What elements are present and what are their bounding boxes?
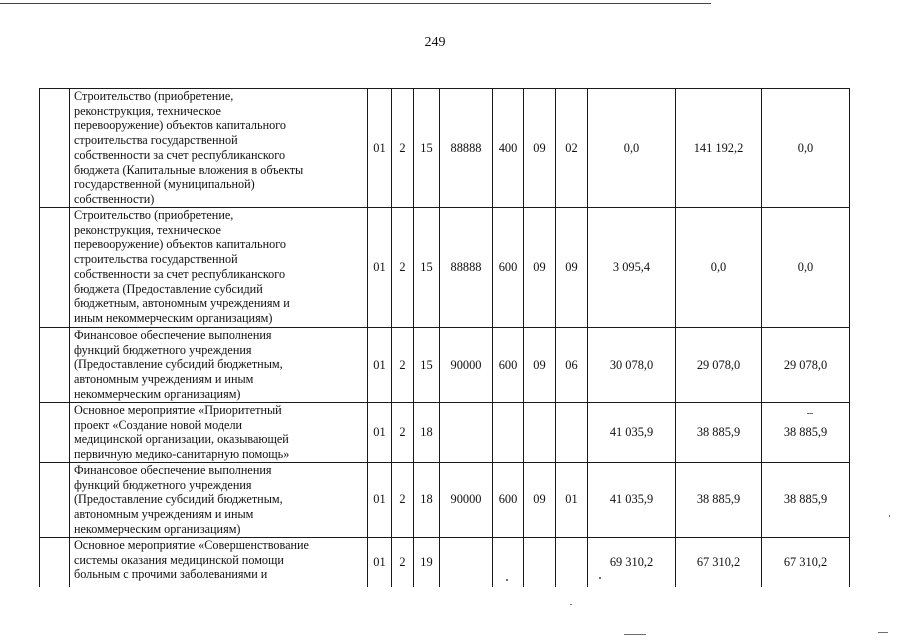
row-code-4: 90000 (440, 328, 493, 403)
table-row (40, 462, 850, 537)
row-amount-1: 0,0 (588, 89, 676, 208)
scan-mark (807, 413, 813, 414)
description-line: (Предоставление субсидий бюджетным, (74, 492, 283, 507)
row-code-5: 600 (493, 328, 524, 403)
description-line: Строительство (приобретение, (74, 89, 234, 103)
description-line: бюджетным, автономным учреждениям и (74, 296, 290, 311)
row-code-2: 2 (392, 462, 414, 537)
row-blank-cell (40, 403, 70, 463)
row-code-1: 01 (368, 208, 392, 328)
description-line: медицинской организации, оказывающей (74, 432, 289, 447)
description-line: собственности за счет республиканского (74, 147, 286, 162)
row-code-7 (556, 537, 588, 587)
row-amount-3: 38 885,9 (762, 462, 850, 537)
scan-mark (506, 579, 508, 581)
row-blank-cell (40, 537, 70, 587)
row-code-5: 600 (493, 208, 524, 328)
description-line: Строительство (приобретение, (74, 208, 234, 222)
table-body (40, 89, 850, 588)
row-amount-3: 29 078,0 (762, 328, 850, 403)
description-line: бюджета (Предоставление субсидий (74, 281, 263, 296)
row-amount-2: 67 310,2 (676, 537, 762, 587)
row-description (70, 208, 368, 328)
page-number: 249 (424, 35, 446, 50)
row-code-2: 2 (392, 208, 414, 328)
scan-mark (599, 577, 601, 579)
row-blank-cell (40, 328, 70, 403)
description-line: перевооружение) объектов капитального (74, 118, 286, 133)
row-code-7: 09 (556, 208, 588, 328)
row-code-6: 09 (524, 89, 556, 208)
row-code-4: 88888 (440, 89, 493, 208)
row-amount-1: 69 310,2 (588, 537, 676, 587)
row-amount-3: 0,0 (762, 89, 850, 208)
description-line: некоммерческим организациям) (74, 521, 241, 536)
row-code-3: 15 (414, 89, 440, 208)
description-line: некоммерческим организациям) (74, 386, 241, 401)
description-line: строительства государственной (74, 133, 238, 148)
row-description (70, 328, 368, 403)
row-code-2: 2 (392, 89, 414, 208)
row-amount-3: 0,0 (762, 208, 850, 328)
row-amount-1: 3 095,4 (588, 208, 676, 328)
scan-mark (878, 632, 888, 633)
row-code-7: 01 (556, 462, 588, 537)
row-code-3: 18 (414, 403, 440, 463)
row-code-4 (440, 537, 493, 587)
row-description (70, 537, 368, 587)
scan-mark (570, 604, 572, 605)
row-code-4: 88888 (440, 208, 493, 328)
row-code-7: 06 (556, 328, 588, 403)
description-line: больным с прочими заболеваниями и (74, 567, 268, 582)
row-code-2: 2 (392, 403, 414, 463)
row-blank-cell (40, 462, 70, 537)
row-amount-1: 41 035,9 (588, 403, 676, 463)
row-code-3: 18 (414, 462, 440, 537)
row-code-5: 400 (493, 89, 524, 208)
row-code-1: 01 (368, 537, 392, 587)
row-blank-cell (40, 89, 70, 208)
row-amount-2: 0,0 (676, 208, 762, 328)
row-code-3: 15 (414, 208, 440, 328)
description-line: (Предоставление субсидий бюджетным, (74, 357, 283, 372)
description-line: автономным учреждениям и иным (74, 506, 254, 521)
table-row (40, 208, 850, 328)
table-row (40, 403, 850, 463)
row-amount-3: 38 885,9 (762, 403, 850, 463)
row-amount-1: 41 035,9 (588, 462, 676, 537)
table-row (40, 537, 850, 587)
description-line: собственности за счет республиканского (74, 266, 286, 281)
budget-table (39, 88, 850, 587)
row-code-7: 02 (556, 89, 588, 208)
scan-mark (624, 634, 646, 635)
description-line: первичную медико-санитарную помощь» (74, 447, 290, 462)
row-amount-2: 38 885,9 (676, 462, 762, 537)
description-line: функций бюджетного учреждения (74, 477, 252, 492)
row-code-6: 09 (524, 208, 556, 328)
row-code-4 (440, 403, 493, 463)
table-row (40, 89, 850, 208)
row-code-6 (524, 403, 556, 463)
description-line: перевооружение) объектов капитального (74, 237, 286, 252)
description-line: реконструкция, техническое (74, 103, 221, 118)
row-code-5 (493, 537, 524, 587)
row-code-6: 09 (524, 328, 556, 403)
scan-mark (889, 515, 890, 517)
row-amount-2: 29 078,0 (676, 328, 762, 403)
row-code-5 (493, 403, 524, 463)
row-code-6 (524, 537, 556, 587)
row-code-1: 01 (368, 462, 392, 537)
row-code-7 (556, 403, 588, 463)
description-line: автономным учреждениям и иным (74, 372, 254, 387)
description-line: строительства государственной (74, 252, 238, 267)
row-description (70, 462, 368, 537)
description-line: Основное мероприятие «Совершенствование (74, 537, 309, 552)
row-code-5: 600 (493, 462, 524, 537)
row-code-4: 90000 (440, 462, 493, 537)
row-blank-cell (40, 208, 70, 328)
row-amount-3: 67 310,2 (762, 537, 850, 587)
row-description (70, 403, 368, 463)
row-code-2: 2 (392, 537, 414, 587)
description-line: проект «Создание новой модели (74, 417, 243, 432)
description-line: реконструкция, техническое (74, 222, 221, 237)
row-amount-1: 30 078,0 (588, 328, 676, 403)
description-line: Основное мероприятие «Приоритетный (74, 403, 282, 417)
row-code-1: 01 (368, 89, 392, 208)
description-line: Финансовое обеспечение выполнения (74, 328, 272, 342)
description-line: иным некоммерческим организациям) (74, 310, 273, 325)
row-code-1: 01 (368, 328, 392, 403)
row-amount-2: 141 192,2 (676, 89, 762, 208)
row-code-1: 01 (368, 403, 392, 463)
row-description (70, 89, 368, 208)
row-amount-2: 38 885,9 (676, 403, 762, 463)
table-row (40, 328, 850, 403)
description-line: функций бюджетного учреждения (74, 342, 252, 357)
description-line: Финансовое обеспечение выполнения (74, 462, 272, 477)
description-line: собственности) (74, 191, 155, 206)
row-code-3: 19 (414, 537, 440, 587)
row-code-3: 15 (414, 328, 440, 403)
row-code-2: 2 (392, 328, 414, 403)
description-line: системы оказания медицинской помощи (74, 552, 284, 567)
row-code-6: 09 (524, 462, 556, 537)
description-line: государственной (муниципальной) (74, 177, 255, 192)
description-line: бюджета (Капитальные вложения в объекты (74, 162, 304, 177)
top-rule (0, 3, 711, 4)
